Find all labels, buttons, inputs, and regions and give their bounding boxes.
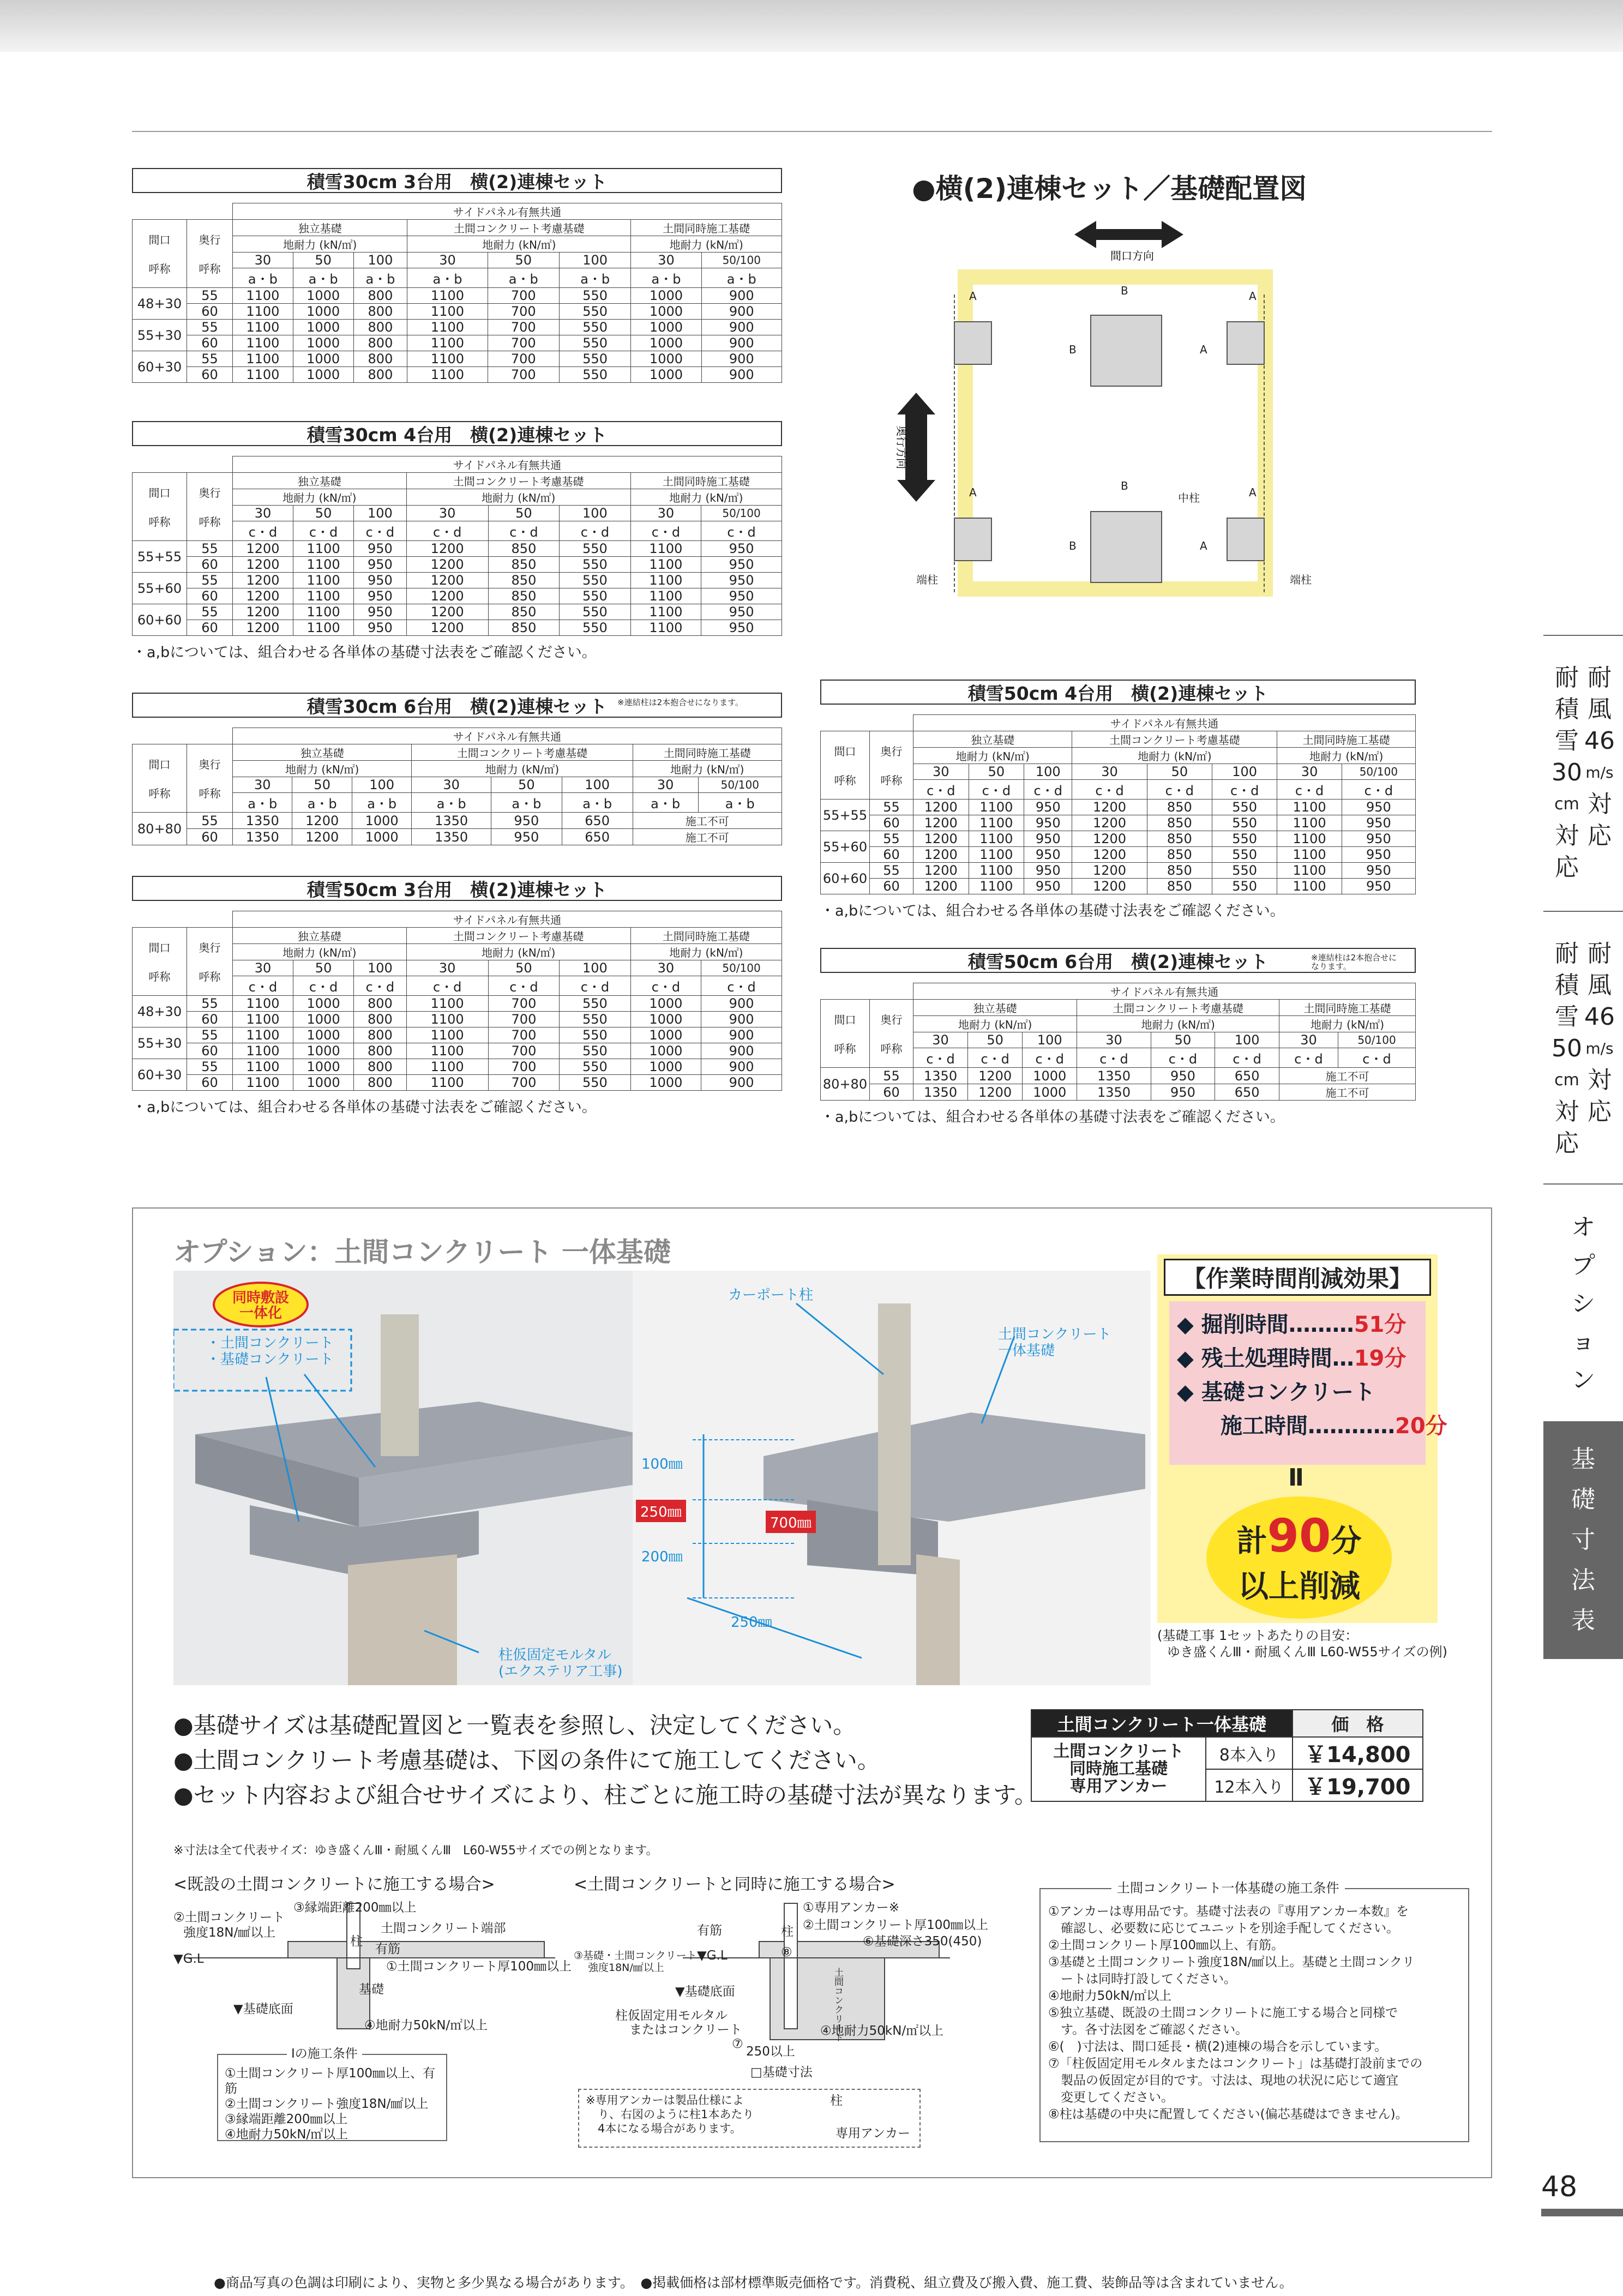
effect-row-concrete: ◆ 基礎コンクリート	[1177, 1380, 1375, 1405]
end-post-label-right: 端柱	[1290, 573, 1312, 586]
effect-total-circle: 計90分 以上削減	[1206, 1496, 1392, 1619]
anchor-note-box: ※専用アンカーは製品仕様によ り、右図のように柱1本あたり 4本になる場合があります。 柱 専用アンカー	[578, 2089, 921, 2148]
table-snow50-3	[132, 876, 782, 1116]
table-title: 積雪30cm 6台用 横(2)連棟セット ※連結柱は2本抱合せになります。	[132, 693, 782, 718]
spec-table: サイドパネル有無共通 間口 呼称 奥行 呼称 独立基礎 土間コンクリート考慮基礎 土間同時施工基礎 地耐力 (kN/㎡) 地耐力 (kN/㎡) 地耐力 (kN/㎡) 30 50 100 30 50 100 30 50/100 c・d c・d c・d c・d c・d c・d c・d c・d 55+55 55 1200 1100 950 1200 850 550 1100 950 60 1200 1100 950 1200 850 550 1100 950 55+60 55 1200 1100 950 1200 850 550 1100 950 60 1200 1100 950 1200 850 550 1100 950 60+60 55 1200 1100 950 1200 850 550 1100 950 60 1200 1100 950 1200 850 550 1100 950	[132, 456, 782, 636]
table-row: 60 1200 1100 950 1200 850 550 1100 950	[133, 620, 782, 636]
spec-table: サイドパネル有無共通 間口 呼称 奥行 呼称 独立基礎 土間コンクリート考慮基礎 土間同時施工基礎 地耐力 (kN/㎡) 地耐力 (kN/㎡) 地耐力 (kN/㎡) 30 50 100 30 50 100 30 50/100 a・b a・b a・b a・b a・b a・b a・b a・b 80+80 55 1350 1200 1000 1350 950 650 施工不可 60 1350 1200 1000 1350 950 650 施工不可	[132, 728, 782, 845]
dim-a-right2: A	[1200, 539, 1207, 552]
effect-header: 【作業時間削減効果】	[1164, 1259, 1431, 1296]
dim-b-left2: B	[1069, 539, 1077, 552]
side-index	[1543, 0, 1623, 1669]
table-row: 60 1350 1200 1000 1350 950 650 施工不可	[821, 1084, 1416, 1101]
dim-b-top: B	[1121, 284, 1128, 297]
side-tab-foundation[interactable]: 基 礎 寸 法 表	[1543, 1421, 1623, 1659]
table-row: 80+80 55 1350 1200 1000 1350 950 650 施工不可	[821, 1068, 1416, 1084]
carport-post-label: カーポート柱	[728, 1287, 814, 1303]
table-row: 60+30 55 1100 1000 800 1100 700 550 1000 900	[133, 351, 782, 367]
table-snow30-3	[132, 168, 782, 383]
mortar-label-1: 柱仮固定モルタル	[498, 1647, 611, 1663]
table-note: ・a,bについては、組合わせる各単体の基礎寸法表をご確認ください。	[820, 1109, 1285, 1126]
top-rule	[132, 131, 1492, 132]
page-number-bar	[1541, 2209, 1623, 2216]
time-reduction-panel	[1157, 1254, 1447, 1623]
dim-a-right: A	[1200, 343, 1207, 356]
table-note: ・a,bについては、組合わせる各単体の基礎寸法表をご確認ください。	[820, 903, 1285, 919]
table-row: 60 1200 1100 950 1200 850 550 1100 950	[821, 879, 1416, 894]
table-row: 55+30 55 1100 1000 800 1100 700 550 1000 900	[133, 320, 782, 335]
dim-250-bottom: 250㎜	[731, 1614, 772, 1631]
dim-a-tl: A	[969, 290, 977, 303]
table-title: 積雪50cm 3台用 横(2)連棟セット	[132, 876, 782, 901]
table-row: 60 1350 1200 1000 1350 950 650 施工不可	[133, 829, 782, 845]
table-title: 積雪50cm 4台用 横(2)連棟セット	[820, 680, 1416, 705]
option-title: オプション：土間コンクリート 一体基礎	[173, 1236, 671, 1268]
diagram-title: ●横(2)連棟セット／基礎配置図	[912, 173, 1307, 205]
table-row: 60 1200 1100 950 1200 850 550 1100 950	[133, 557, 782, 573]
dimension-note: ※寸法は全て代表サイズ：ゆき盛くんⅢ・耐風くんⅢ L60-W55サイズでの例となります。	[173, 1844, 658, 1858]
page-number: 48	[1541, 2171, 1578, 2203]
table-row: 48+30 55 1100 1000 800 1100 700 550 1000 900	[133, 288, 782, 304]
table-title: 積雪30cm 4台用 横(2)連棟セット	[132, 421, 782, 446]
table-row: 60 1100 1000 800 1100 700 550 1000 900	[133, 304, 782, 320]
spec-table: サイドパネル有無共通 間口 呼称 奥行 呼称 独立基礎 土間コンクリート考慮基礎 土間同時施工基礎 地耐力 (kN/㎡) 地耐力 (kN/㎡) 地耐力 (kN/㎡) 30 50 100 30 50 100 30 50/100 c・d c・d c・d c・d c・d c・d c・d c・d 80+80 55 1350 1200 1000 1350 950 650 施工不可 60 1350 1200 1000 1350 950 650 施工不可	[820, 983, 1416, 1101]
case2-title: <土間コンクリートと同時に施工する場合>	[574, 1875, 895, 1894]
badge-line2: 一体化	[239, 1305, 282, 1321]
frontage-direction-label: 間口方向	[1110, 249, 1154, 262]
slab-label-2: 一体基礎	[998, 1343, 1055, 1359]
middle-post-label: 中柱	[1178, 491, 1200, 504]
case1-conditions: Ⅰの施工条件 ①土間コンクリート厚100㎜以上、有筋 ②土間コンクリート強度18N/㎟以上 ③縁端距離200㎜以上 ④地耐力50kN/㎡以上	[217, 2054, 447, 2141]
table-snow30-4	[132, 421, 782, 662]
dim-100: 100㎜	[641, 1456, 683, 1472]
spec-table: サイドパネル有無共通 間口 呼称 奥行 呼称 独立基礎 土間コンクリート考慮基礎 土間同時施工基礎 地耐力 (kN/㎡) 地耐力 (kN/㎡) 地耐力 (kN/㎡) 30 50 100 30 50 100 30 50/100 c・d c・d c・d c・d c・d c・d c・d c・d 55+55 55 1200 1100 950 1200 850 550 1100 950 60 1200 1100 950 1200 850 550 1100 950 55+60 55 1200 1100 950 1200 850 550 1100 950 60 1200 1100 950 1200 850 550 1100 950 60+60 55 1200 1100 950 1200 850 550 1100 950 60 1200 1100 950 1200 850 550 1100 950	[820, 714, 1416, 894]
depth-direction-label: 奥行方向	[895, 425, 908, 469]
effect-row-dig: ◆ 掘削時間………51分	[1177, 1312, 1406, 1337]
footer-note: ●商品写真の色調は印刷により、実物と多少異なる場合があります。 ●掲載価格は部材標準販売価格です。消費税、組立費及び搬入費、施工費、装飾品等は含まれていません。	[214, 2275, 1293, 2291]
side-tab-snow30[interactable]: 耐 積 雪 30 cm 対 応 耐 風 46 m/s 対 応	[1552, 664, 1615, 881]
spec-table: サイドパネル有無共通 間口 呼称 奥行 呼称 独立基礎 土間コンクリート考慮基礎 土間同時施工基礎 地耐力 (kN/㎡) 地耐力 (kN/㎡) 地耐力 (kN/㎡) 30 50 100 30 50 100 30 50/100 a・b a・b a・b a・b a・b a・b a・b a・b 48+30 55 1100 1000 800 1100 700 550 1000 900 60 1100 1000 800 1100 700 550 1000 900 55+30 55 1100 1000 800 1100 700 550 1000 900 60 1100 1000 800 1100 700 550 1000 900 60+30 55 1100 1000 800 1100 700 550 1000 900 60 1100 1000 800 1100 700 550 1000 900	[132, 203, 782, 383]
dashed-label-2: ・基礎コンクリート	[206, 1351, 334, 1368]
table-row: 60 1100 1000 800 1100 700 550 1000 900	[133, 1043, 782, 1059]
table-row: 48+30 55 1100 1000 800 1100 700 550 1000 900	[133, 996, 782, 1012]
table-row: 60 1100 1000 800 1100 700 550 1000 900	[133, 1075, 782, 1091]
mortar-label-2: (エクステリア工事)	[498, 1663, 623, 1680]
foundation-photo-left	[173, 1271, 664, 1685]
table-row: 60+60 55 1200 1100 950 1200 850 550 1100 950	[821, 863, 1416, 879]
dim-a-br: A	[1249, 486, 1257, 499]
price-table: 土間コンクリート一体基礎 価 格 土間コンクリート 同時施工基礎 専用アンカー 8本入り ￥14,800 12本入り ￥19,700	[1031, 1709, 1423, 1802]
table-row: 55+60 55 1200 1100 950 1200 850 550 1100 950	[133, 573, 782, 588]
table-row: 60 1200 1100 950 1200 850 550 1100 950	[821, 815, 1416, 831]
option-bullets: ●基礎サイズは基礎配置図と一覧表を参照し、決定してください。 ●土間コンクリート考慮基礎は、下図の条件にて施工してください。 ●セット内容および組合せサイズにより、柱ごとに施工時の基礎寸法が異なります。	[173, 1712, 1037, 1808]
table-title: 積雪50cm 6台用 横(2)連棟セット ※連結柱は2本抱合せになります。	[820, 948, 1416, 973]
table-row: 60 1100 1000 800 1100 700 550 1000 900	[133, 335, 782, 351]
table-note: ・a,bについては、組合わせる各単体の基礎寸法表をご確認ください。	[132, 1099, 597, 1116]
table-row: 60 1100 1000 800 1100 700 550 1000 900	[133, 1012, 782, 1027]
table-snow50-6	[820, 948, 1416, 1126]
side-tab-option[interactable]: オ プ シ ョ ン	[1571, 1213, 1595, 1394]
dim-a-bl: A	[969, 486, 977, 499]
dim-a-tr: A	[1249, 290, 1257, 303]
effect-caption: (基礎工事 1セットあたりの目安： ゆき盛くんⅢ・耐風くんⅢ L60-W55サイズの例)	[1157, 1628, 1448, 1660]
table-title: 積雪30cm 3台用 横(2)連棟セット	[132, 168, 782, 193]
table-row: 60+60 55 1200 1100 950 1200 850 550 1100 950	[133, 604, 782, 620]
slab-label-1: 土間コンクリート	[998, 1326, 1111, 1343]
effect-equals: Ⅱ	[1288, 1464, 1304, 1492]
table-row: 55+55 55 1200 1100 950 1200 850 550 1100 950	[821, 800, 1416, 815]
spec-table: サイドパネル有無共通 間口 呼称 奥行 呼称 独立基礎 土間コンクリート考慮基礎 土間同時施工基礎 地耐力 (kN/㎡) 地耐力 (kN/㎡) 地耐力 (kN/㎡) 30 50 100 30 50 100 30 50/100 c・d c・d c・d c・d c・d c・d c・d c・d 48+30 55 1100 1000 800 1100 700 550 1000 900 60 1100 1000 800 1100 700 550 1000 900 55+30 55 1100 1000 800 1100 700 550 1000 900 60 1100 1000 800 1100 700 550 1000 900 60+30 55 1100 1000 800 1100 700 550 1000 900 60 1100 1000 800 1100 700 550 1000 900	[132, 911, 782, 1091]
dim-200: 200㎜	[641, 1549, 683, 1565]
effect-row-soil: ◆ 残土処理時間…19分	[1177, 1346, 1406, 1371]
effect-row-time: 施工時間…………20分	[1221, 1414, 1447, 1439]
dim-700-red: 700㎜	[766, 1511, 816, 1533]
table-row: 60 1200 1100 950 1200 850 550 1100 950	[821, 847, 1416, 863]
table-row: 60 1100 1000 800 1100 700 550 1000 900	[133, 367, 782, 383]
dim-b-mid: B	[1121, 479, 1128, 492]
dim-b-left: B	[1069, 343, 1077, 356]
foundation-photo-right	[633, 1271, 1151, 1685]
table-snow50-4	[820, 680, 1416, 920]
end-post-label-left: 端柱	[916, 573, 938, 586]
dim-250-red: 250㎜	[636, 1500, 686, 1522]
top-band	[0, 0, 1623, 52]
table-snow30-6	[132, 693, 782, 845]
badge-line1: 同時敷設	[232, 1290, 289, 1306]
table-note: ・a,bについては、組合わせる各単体の基礎寸法表をご確認ください。	[132, 644, 597, 661]
table-row: 80+80 55 1350 1200 1000 1350 950 650 施工不可	[133, 813, 782, 829]
table-row: 60+30 55 1100 1000 800 1100 700 550 1000 900	[133, 1059, 782, 1075]
foundation-layout-diagram	[873, 213, 1342, 605]
side-tab-snow50[interactable]: 耐 積 雪 50 cm 対 応 耐 風 46 m/s 対 応	[1552, 940, 1615, 1157]
table-row: 55+30 55 1100 1000 800 1100 700 550 1000 900	[133, 1027, 782, 1043]
table-row: 60 1200 1100 950 1200 850 550 1100 950	[133, 588, 782, 604]
table-row: 55+60 55 1200 1100 950 1200 850 550 1100 950	[821, 831, 1416, 847]
construction-conditions: 土間コンクリート一体基礎の施工条件 ①アンカーは専用品です。基礎寸法表の『専用アンカー本数』を 確認し、必要数に応じてユニットを別途手配してください。 ②土間コンクリート厚100㎜以上、有筋。 ③基礎と土間コンクリート強度18N/㎟以上。基礎と土間コンクリ ートは同時打設してください。 ④地耐力50kN/㎡以上 ⑤独立基礎、既設の土間コンクリートに施工する場合と同様で す。各寸法図をご確認ください。 ⑥( )寸法は、間口延長・横(2)連棟の場合を示しています。 ⑦「柱仮固定用モルタルまたはコンクリート」は基礎打設前までの 製品の仮固定が目的です。寸法は、現地の状況に応じて適宜 変更してください。 ⑧柱は基礎の中央に配置してください(偏芯基礎はできません)。	[1039, 1888, 1469, 2142]
dashed-label-1: ・土間コンクリート	[206, 1335, 334, 1351]
table-row: 55+55 55 1200 1100 950 1200 850 550 1100 950	[133, 541, 782, 557]
case1-title: <既設の土間コンクリートに施工する場合>	[173, 1875, 495, 1894]
